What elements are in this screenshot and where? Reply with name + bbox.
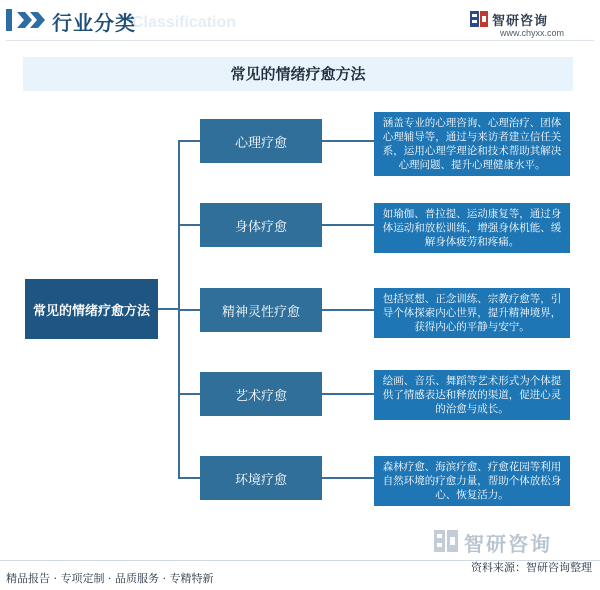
description-spiritual: 包括冥想、正念训练、宗教疗愈等，引导个体探索内心世界，提升精神境界，获得内心的平静与安宁。 — [374, 288, 570, 338]
detail-connector — [322, 309, 374, 311]
diagram-title-band — [23, 57, 573, 91]
category-label: 艺术疗愈 — [234, 388, 287, 404]
branch-connector — [178, 393, 200, 395]
category-label: 环境疗愈 — [234, 472, 287, 488]
diagram-title: 常见的情绪疗愈方法 — [230, 65, 366, 83]
header-title: 行业分类 — [52, 11, 136, 35]
footer-logo-icon — [434, 530, 458, 552]
detail-connector — [322, 393, 374, 395]
category-label: 精神灵性疗愈 — [221, 304, 300, 320]
branch-connector — [178, 309, 200, 311]
category-node-physical — [200, 203, 322, 247]
detail-connector — [322, 477, 374, 479]
brand — [470, 8, 590, 40]
detail-connector — [322, 224, 374, 226]
footer-source: 资料来源：智研咨询整理 — [471, 561, 592, 574]
description-environment: 森林疗愈、海滨疗愈、疗愈花园等利用自然环境的疗愈力量，帮助个体放松身心、恢复活力。 — [374, 456, 570, 506]
description-psychological: 涵盖专业的心理咨询、心理治疗、团体心理辅导等，通过与来访者建立信任关系，运用心理学理论和技术帮助其解决心理问题、提升心理健康水平。 — [374, 112, 570, 176]
category-node-art — [200, 372, 322, 416]
header — [0, 0, 600, 46]
header-title-en: Classification — [132, 14, 237, 31]
category-node-environment — [200, 456, 322, 500]
category-label: 身体疗愈 — [234, 219, 287, 235]
detail-connector — [322, 140, 374, 142]
double-chevron-icon — [17, 12, 47, 28]
category-node-spiritual — [200, 288, 322, 332]
header-divider — [6, 40, 594, 41]
footer-logo — [434, 528, 594, 556]
root-node-label: 常见的情绪疗愈方法 — [32, 303, 150, 319]
root-connector — [158, 308, 178, 310]
brand-url: www.chyxx.com — [500, 28, 565, 38]
branch-connector — [178, 477, 200, 479]
branch-connector — [178, 224, 200, 226]
root-node — [25, 279, 158, 339]
branch-connector — [178, 140, 200, 142]
description-art: 绘画、音乐、舞蹈等艺术形式为个体提供了情感表达和释放的渠道，促进心灵的治愈与成长。 — [374, 370, 570, 420]
brand-name: 智研咨询 — [492, 14, 549, 29]
header-accent-bar — [6, 9, 12, 31]
footer-logo-text: 智研咨询 — [464, 532, 552, 556]
footer-services: 精品报告 · 专项定制 · 品质服务 · 专精特新 — [6, 572, 214, 585]
category-label: 心理疗愈 — [234, 135, 287, 151]
description-physical: 如瑜伽、普拉提、运动康复等，通过身体运动和放松训练，增强身体机能、缓解身体疲劳和疼痛。 — [374, 203, 570, 253]
brand-logo-icon — [470, 11, 488, 27]
category-node-psychological — [200, 119, 322, 163]
